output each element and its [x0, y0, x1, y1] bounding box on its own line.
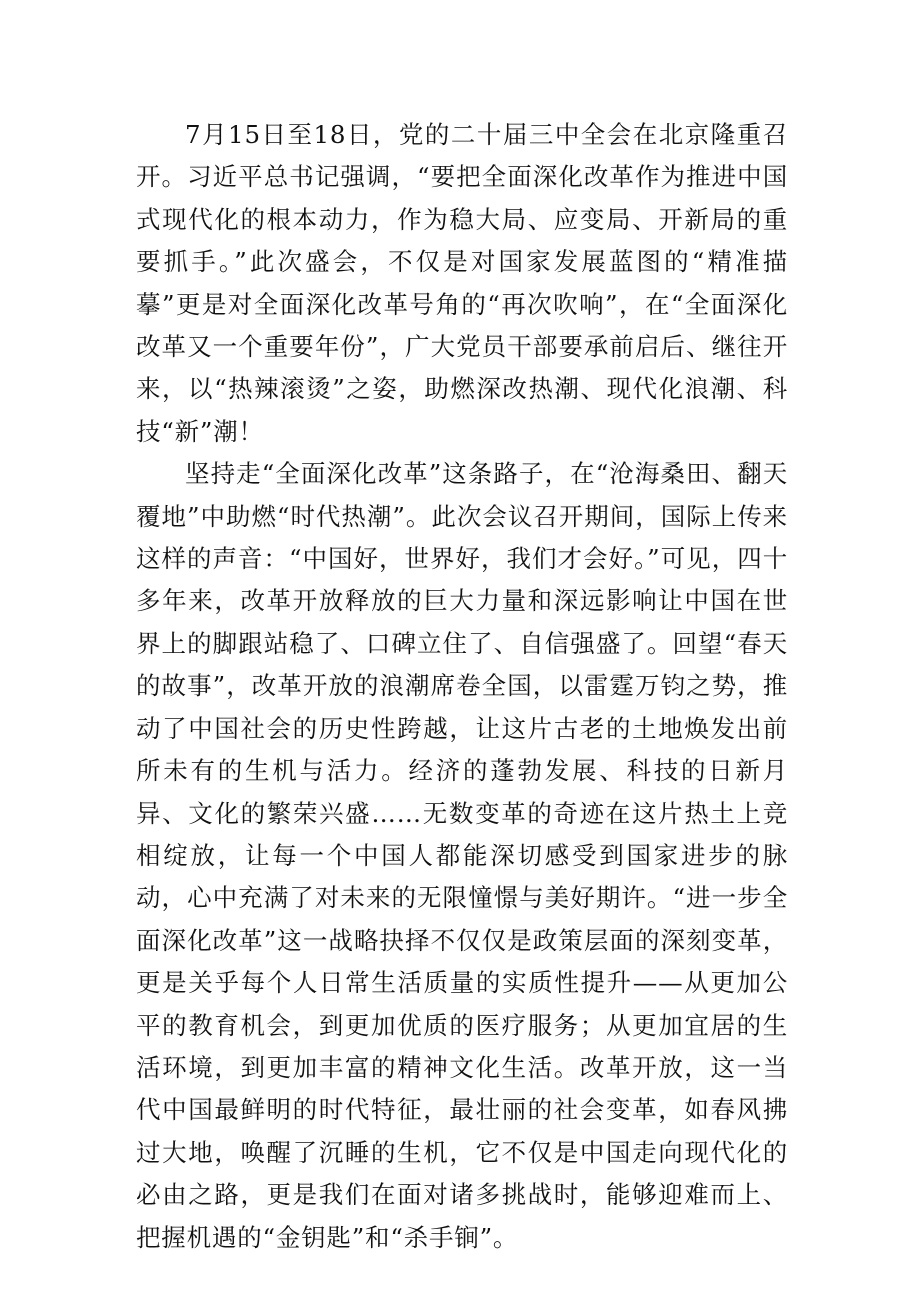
document-body: [136, 114, 788, 1259]
paragraph-2: 坚持走“全面深化改革”这条路子，在“沧海桑田、翻天覆地”中助燃“时代热潮”。此次会议召开期间，国际上传来这样的声音：“中国好，世界好，我们才会好。”可见，四十多年来，改革开放释放的巨大力量和深远影响让中国在世界上的脚跟站稳了、口碑立住了、自信强盛了。回望“春天的故事”，改革开放的浪潮席卷全国，以雷霆万钧之势，推动了中国社会的历史性跨越，让这片古老的土地焕发出前所未有的生机与活力。经济的蓬勃发展、科技的日新月异、文化的繁荣兴盛……无数变革的奇迹在这片热土上竞相绽放，让每一个中国人都能深切感受到国家进步的脉动，心中充满了对未来的无限憧憬与美好期许。“进一步全面深化改革”这一战略抉择不仅仅是政策层面的深刻变革，更是关乎每个人日常生活质量的实质性提升——从更加公平的教育机会，到更加优质的医疗服务；从更加宜居的生活环境，到更加丰富的精神文化生活。改革开放，这一当代中国最鲜明的时代特征，最壮丽的社会变革，如春风拂过大地，唤醒了沉睡的生机，它不仅是中国走向现代化的必由之路，更是我们在面对诸多挑战时，能够迎难而上、把握机遇的“金钥匙”和“杀手锏”。: [136, 459, 788, 1252]
paragraph-1: 7月15日至18日，党的二十届三中全会在北京隆重召开。习近平总书记强调，“要把全面深化改革作为推进中国式现代化的根本动力，作为稳大局、应变局、开新局的重要抓手。”此次盛会，不仅是对国家发展蓝图的“精准描摹”更是对全面深化改革号角的“再次吹响”，在“全面深化改革又一个重要年份”，广大党员干部要承前启后、继往开来，以“热辣滚烫”之姿，助燃深改热潮、现代化浪潮、科技“新”潮！: [136, 120, 788, 446]
